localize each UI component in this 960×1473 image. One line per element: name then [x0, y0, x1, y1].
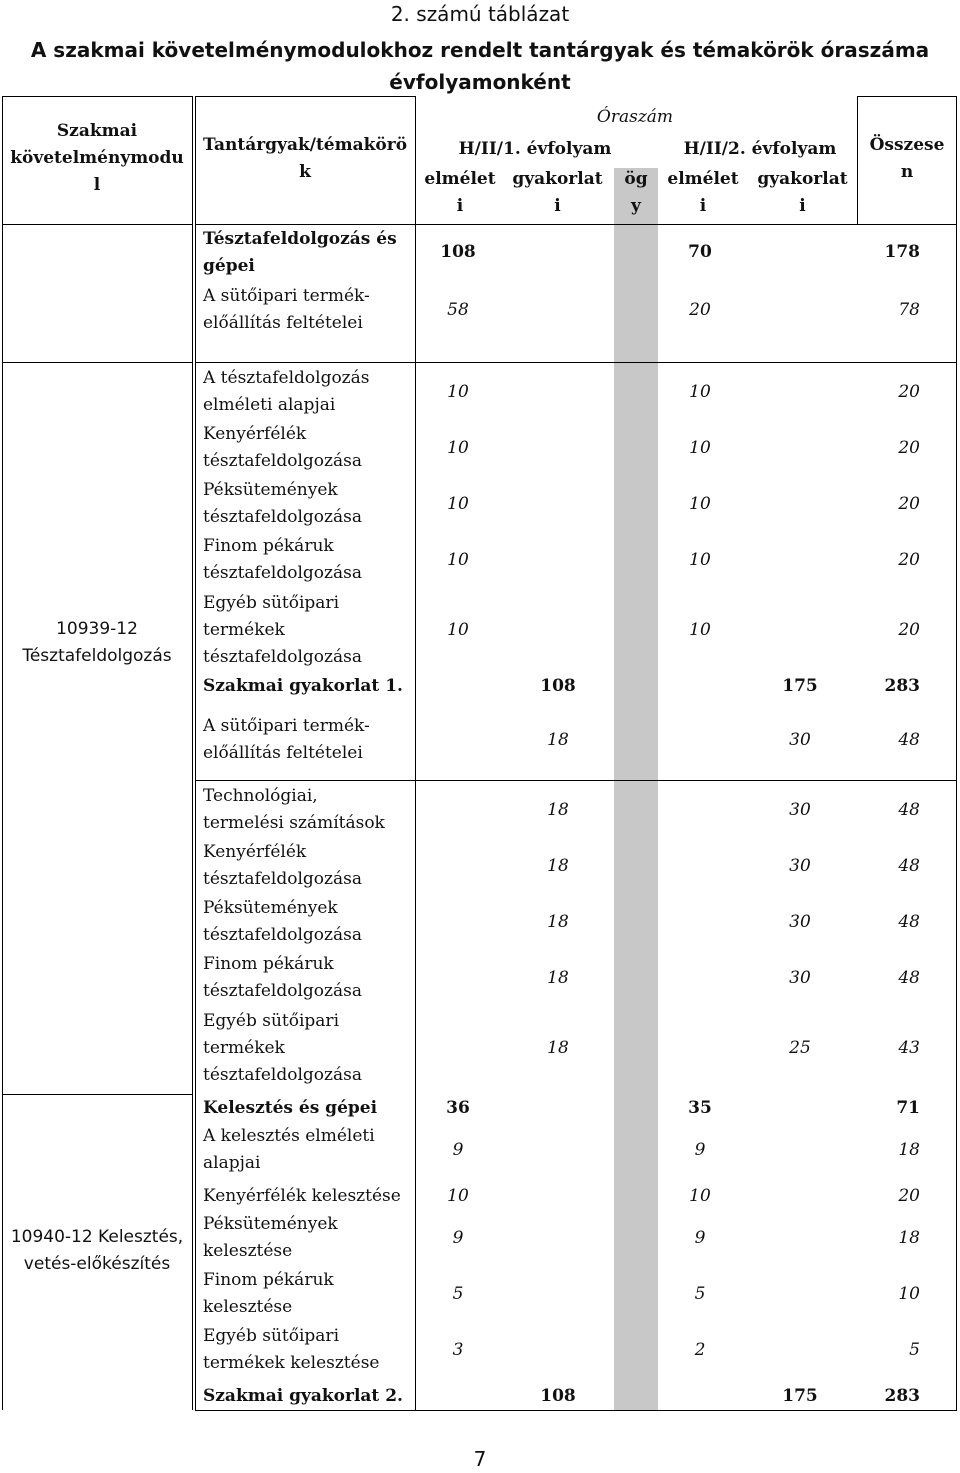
- cell-g2: 30: [789, 799, 811, 820]
- cell-tot: 18: [898, 1139, 920, 1160]
- hours-header: Óraszám: [596, 107, 674, 127]
- cell-tot: 283: [884, 675, 920, 696]
- cell-tot: 5: [909, 1339, 920, 1360]
- cell-tot: 48: [898, 911, 920, 932]
- module-10939: 10939-12 Tésztafeldolgozás: [22, 619, 172, 666]
- table-title-line2: évfolyamonként: [389, 70, 571, 94]
- cell-g2: 30: [789, 967, 811, 988]
- row-label: Finom pékáruk tésztafeldolgozása: [203, 954, 362, 1001]
- row-label: Egyéb sütőipari termékek kelesztése: [203, 1326, 380, 1373]
- cell-tot: 20: [898, 381, 920, 402]
- cell-e1: 9: [452, 1139, 464, 1160]
- cell-e1: 10: [447, 381, 469, 402]
- cell-g1: 108: [540, 675, 576, 696]
- theory-header-2: elmélet i: [667, 169, 739, 216]
- cell-e1: 9: [452, 1227, 464, 1248]
- cell-g2: 175: [782, 1385, 818, 1406]
- cell-tot: 48: [898, 799, 920, 820]
- cell-e1: 10: [447, 437, 469, 458]
- row-label: Péksütemények kelesztése: [203, 1214, 338, 1261]
- cell-e1: 10: [447, 549, 469, 570]
- cell-e2: 9: [694, 1227, 706, 1248]
- cell-g2: 30: [789, 855, 811, 876]
- row-label: A sütőipari termék- előállítás feltételei: [203, 286, 370, 333]
- row-label: Kenyérfélék kelesztése: [203, 1185, 401, 1206]
- row-label: Tésztafeldolgozás és gépei: [203, 229, 397, 276]
- cell-g1: 18: [547, 729, 569, 750]
- cell-e2: 10: [689, 619, 711, 640]
- cell-g2: 30: [789, 911, 811, 932]
- cell-e2: 10: [689, 493, 711, 514]
- table-title: [0, 34, 960, 98]
- cell-g2: 175: [782, 675, 818, 696]
- cell-tot: 78: [898, 299, 920, 320]
- row-label: Technológiai, termelési számítások: [203, 786, 385, 833]
- cell-g1: 18: [547, 911, 569, 932]
- cell-e2: 10: [689, 381, 711, 402]
- cell-tot: 48: [898, 855, 920, 876]
- row-label: Kenyérfélék tésztafeldolgozása: [203, 842, 362, 889]
- cell-g1: 18: [547, 967, 569, 988]
- cell-e1: 36: [446, 1097, 470, 1118]
- cell-tot: 71: [896, 1097, 920, 1118]
- cell-g1: 18: [547, 855, 569, 876]
- row-label: A tésztafeldolgozás elméleti alapjai: [203, 368, 370, 415]
- cell-e1: 10: [447, 1185, 469, 1206]
- cell-tot: 283: [884, 1385, 920, 1406]
- table-number: 2. számú táblázat: [390, 2, 570, 26]
- row-label: Szakmai gyakorlat 1.: [203, 675, 403, 696]
- cell-g1: 18: [547, 799, 569, 820]
- row-label: Finom pékáruk kelesztése: [203, 1270, 334, 1317]
- module-column-header: Szakmai követelménymodu l: [10, 121, 184, 195]
- cell-e2: 10: [689, 437, 711, 458]
- cell-tot: 18: [898, 1227, 920, 1248]
- ogy-header: ög y: [624, 169, 648, 216]
- practice-header-1: gyakorlat i: [512, 169, 603, 216]
- cell-tot: 20: [898, 493, 920, 514]
- cell-g1: 18: [547, 1037, 569, 1058]
- row-label: Péksütemények tésztafeldolgozása: [203, 480, 362, 527]
- cell-e2: 5: [694, 1283, 706, 1304]
- row-label: Egyéb sütőipari termékek tésztafeldolgozása: [203, 592, 362, 667]
- row-label: A sütőipari termék- előállítás feltételei: [203, 716, 370, 763]
- cell-g2: 25: [789, 1037, 811, 1058]
- row-label: Kenyérfélék tésztafeldolgozása: [203, 424, 362, 471]
- row-label: Finom pékáruk tésztafeldolgozása: [203, 536, 362, 583]
- cell-tot: 20: [898, 1185, 920, 1206]
- cell-e1: 5: [452, 1283, 464, 1304]
- cell-e2: 35: [688, 1097, 712, 1118]
- cell-e2: 70: [688, 241, 712, 262]
- total-header: Összese n: [869, 135, 945, 182]
- cell-tot: 10: [898, 1283, 920, 1304]
- cell-e1: 10: [447, 493, 469, 514]
- cell-e1: 108: [440, 241, 476, 262]
- year1-header: H/II/1. évfolyam: [458, 139, 612, 159]
- cell-e1: 3: [452, 1339, 464, 1360]
- cell-e2: 10: [689, 1185, 711, 1206]
- year2-header: H/II/2. évfolyam: [683, 139, 837, 159]
- row-label: Kelesztés és gépei: [203, 1097, 378, 1118]
- theory-header-1: elmélet i: [424, 169, 496, 216]
- practice-header-2: gyakorlat i: [757, 169, 848, 216]
- page-number: 7: [473, 1447, 487, 1471]
- cell-tot: 48: [898, 729, 920, 750]
- cell-e1: 58: [447, 299, 469, 320]
- cell-tot: 48: [898, 967, 920, 988]
- table-title-line1: A szakmai követelménymodulokhoz rendelt tantárgyak és témakörök óraszáma: [30, 38, 930, 62]
- cell-tot: 43: [898, 1037, 920, 1058]
- cell-g1: 108: [540, 1385, 576, 1406]
- module-10940: 10940-12 Kelesztés, vetés-előkészítés: [10, 1227, 184, 1274]
- ogy-column-shading: [614, 168, 658, 1410]
- row-label: A kelesztés elméleti alapjai: [203, 1126, 375, 1173]
- cell-e2: 2: [694, 1339, 706, 1360]
- row-label: Egyéb sütőipari termékek tésztafeldolgozása: [203, 1010, 362, 1085]
- subject-column-header: Tantárgyak/témakörö k: [202, 135, 408, 182]
- cell-e2: 9: [694, 1139, 706, 1160]
- row-label: Péksütemények tésztafeldolgozása: [203, 898, 362, 945]
- cell-tot: 178: [884, 241, 920, 262]
- cell-e1: 10: [447, 619, 469, 640]
- cell-tot: 20: [898, 619, 920, 640]
- cell-g2: 30: [789, 729, 811, 750]
- row-label: Szakmai gyakorlat 2.: [203, 1385, 403, 1406]
- cell-e2: 20: [689, 299, 711, 320]
- cell-e2: 10: [689, 549, 711, 570]
- cell-tot: 20: [898, 437, 920, 458]
- cell-tot: 20: [898, 549, 920, 570]
